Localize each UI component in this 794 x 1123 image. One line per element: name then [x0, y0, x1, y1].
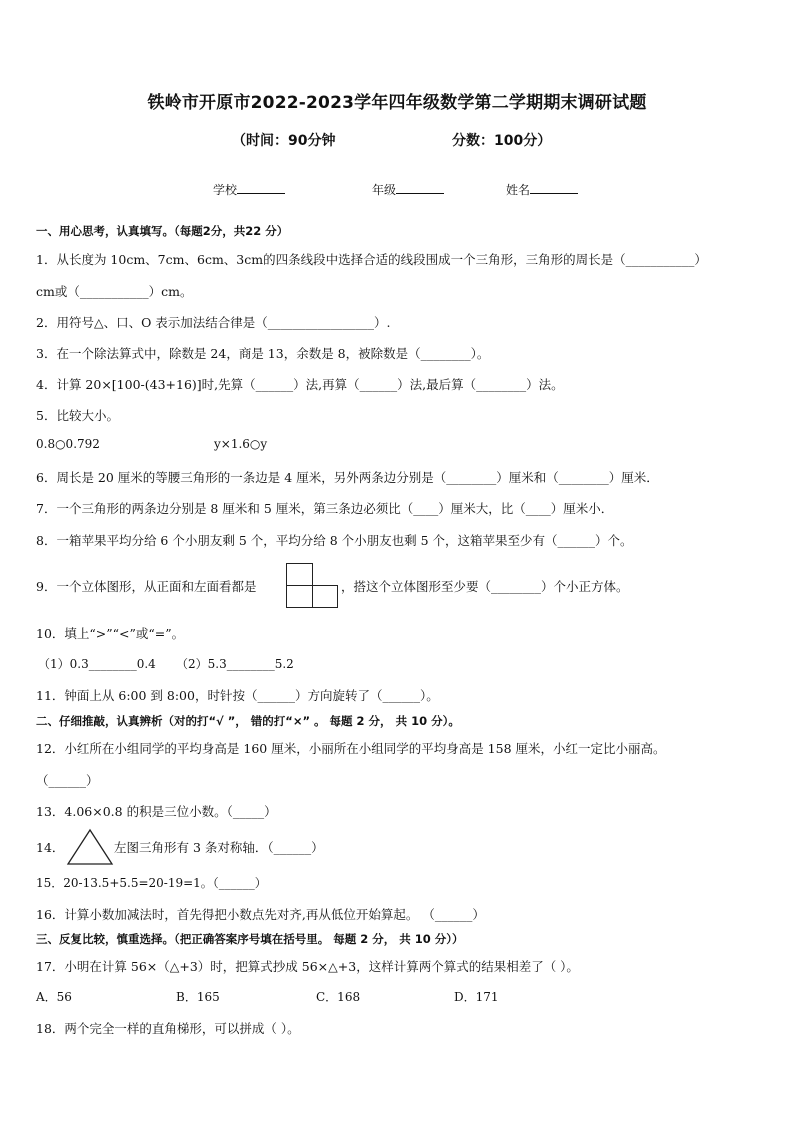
- school-label: 学校: [213, 183, 238, 197]
- name-label: 姓名: [506, 183, 531, 197]
- option-c: C．168: [316, 990, 361, 1004]
- question-13: 13．4.06×0.8 的积是三位小数。（_____）: [36, 804, 277, 819]
- question-1-line-2: cm或（___________）cm。: [36, 284, 193, 299]
- question-5: 5．比较大小。: [36, 408, 119, 423]
- page-title: 铁岭市开原市2022-2023学年四年级数学第二学期期末调研试题: [147, 93, 647, 113]
- question-16: 16．计算小数加减法时，首先得把小数点先对齐,再从低位开始算起。 （______）: [36, 907, 485, 922]
- grade-label: 年级: [372, 183, 397, 197]
- question-18: 18．两个完全一样的直角梯形，可以拼成（ ）。: [36, 1021, 300, 1036]
- school-field: [213, 181, 285, 198]
- question-14: 左图三角形有 3 条对称轴．（______）: [114, 840, 324, 855]
- question-8: 8．一箱苹果平均分给 6 个小朋友剩 5 个，平均分给 8 个小朋友也剩 5 个，这箱苹果至少有（______）个。: [36, 533, 633, 548]
- question-9-part-a: 9．一个立体图形，从正面和左面看都是: [36, 579, 257, 594]
- question-14-number: 14．: [36, 840, 65, 855]
- question-17: 17．小明在计算 56×（△+3）时，把算式抄成 56×△+3，这样计算两个算式的结果相差了（ ）。: [36, 959, 579, 974]
- option-b: B．165: [176, 990, 220, 1004]
- option-a: A．56: [36, 990, 72, 1004]
- block-view-figure: [286, 563, 338, 608]
- grade-field: [372, 181, 444, 198]
- question-7: 7．一个三角形的两条边分别是 8 厘米和 5 厘米，第三条边必须比（____）厘米大，比（____）厘米小．: [36, 501, 614, 516]
- grade-blank: [396, 181, 444, 194]
- question-15: 15．20-13.5+5.5=20-19=1。（______）: [36, 876, 267, 890]
- question-3: 3．在一个除法算式中，除数是 24，商是 13，余数是 8，被除数是（________）。: [36, 346, 490, 361]
- question-5-compare-a: 0.8○0.792: [36, 437, 100, 451]
- exam-score: 分数：100分）: [452, 133, 552, 149]
- question-10-item-1: （1）0.3________0.4: [38, 657, 156, 671]
- question-11: 11．钟面上从 6:00 到 8:00，时针按（______）方向旋转了（______）。: [36, 688, 439, 703]
- option-d: D．171: [454, 990, 499, 1004]
- question-4: 4．计算 20×[100-(43+16)]时,先算（______）法,再算（______）法,最后算（________）法。: [36, 377, 564, 392]
- name-field: [506, 181, 578, 198]
- question-1-line-1: 1．从长度为 10cm、7cm、6cm、3cm的四条线段中选择合适的线段围成一个三角形，三角形的周长是（___________）: [36, 252, 707, 267]
- exam-time: （时间：90分钟: [232, 133, 336, 149]
- name-blank: [530, 181, 578, 194]
- section-2-heading: 二、仔细推敲，认真辨析（对的打“√ ”， 错的打“×” 。 每题 2 分， 共 10 分）。: [36, 714, 460, 728]
- question-10: 10．填上“>”“<”或“=”。: [36, 626, 185, 641]
- question-2: 2．用符号△、口、O 表示加法结合律是（_________________）.: [36, 315, 391, 330]
- section-3-heading: 三、反复比较，慎重选择。（把正确答案序号填在括号里。 每题 2 分， 共 10 分））: [36, 932, 464, 946]
- question-6: 6．周长是 20 厘米的等腰三角形的一条边是 4 厘米，另外两条边分别是（________）厘米和（________）厘米．: [36, 470, 659, 485]
- school-blank: [237, 181, 285, 194]
- question-9-part-b: ，搭这个立体图形至少要（________）个小正方体。: [341, 579, 629, 594]
- question-12-line-1: 12．小红所在小组同学的平均身高是 160 厘米，小丽所在小组同学的平均身高是 158 厘米，小红一定比小丽高。: [36, 741, 666, 756]
- question-5-compare-b: y×1.6○y: [214, 437, 268, 451]
- section-1-heading: 一、用心思考，认真填写。（每题2分，共22 分）: [36, 224, 289, 238]
- question-12-line-2: （______）: [36, 773, 99, 788]
- triangle-figure: [66, 828, 114, 866]
- question-10-item-2: （2）5.3________5.2: [176, 657, 294, 671]
